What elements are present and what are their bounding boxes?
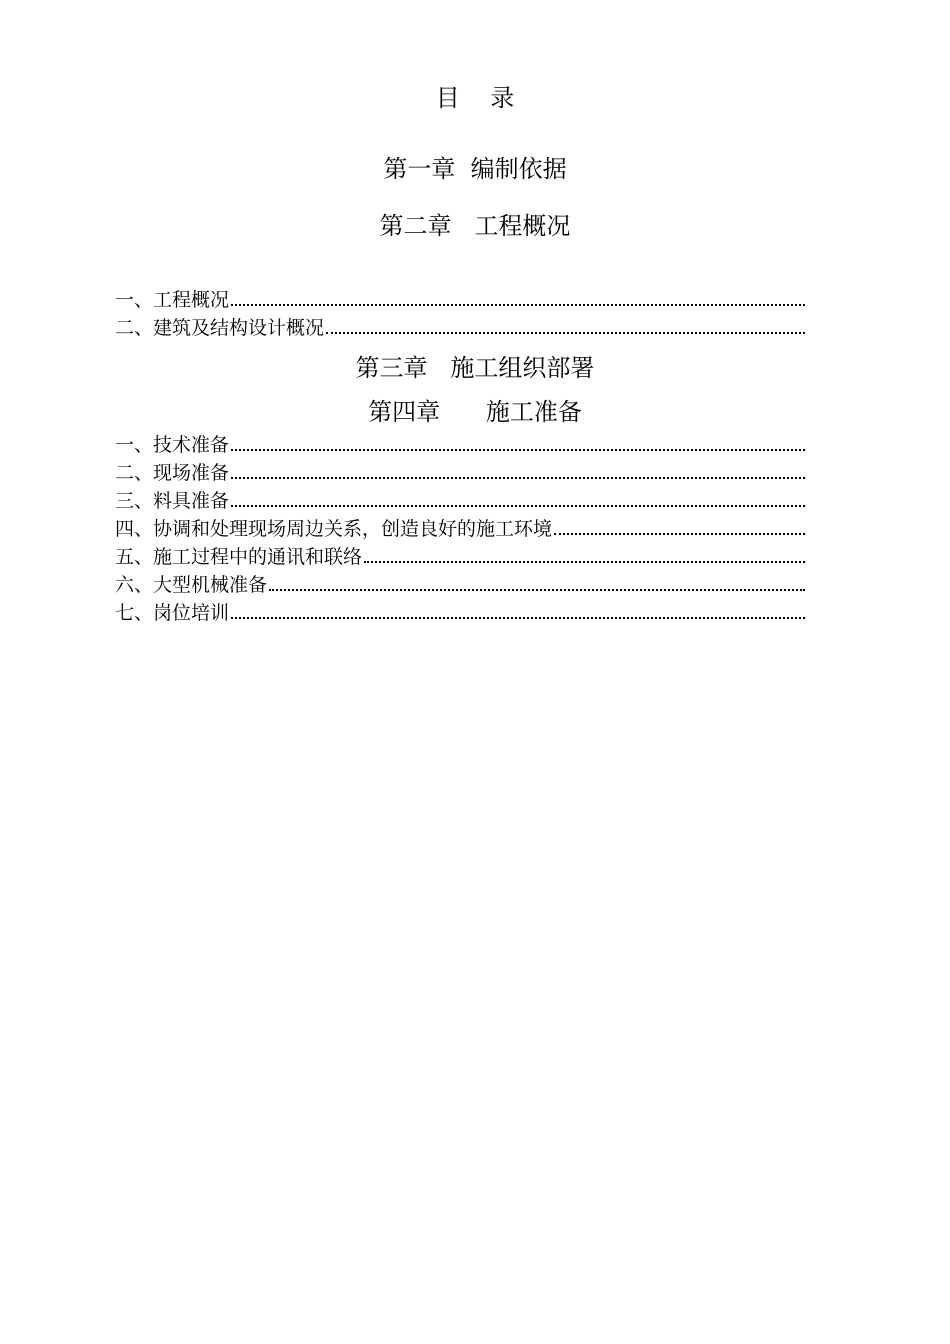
toc-entry-label: 七、岗位培训 <box>115 602 230 624</box>
toc-entry-label: 二、现场准备 <box>115 462 230 484</box>
dot-leader <box>231 304 805 306</box>
dot-leader <box>364 561 805 563</box>
dot-leader <box>326 332 805 334</box>
chapter-heading: 第一章 编制依据 <box>383 155 567 183</box>
dot-leader <box>231 505 805 507</box>
toc-entry-label: 六、大型机械准备 <box>115 574 268 596</box>
toc-entry-label: 五、施工过程中的通讯和联络 <box>115 546 363 568</box>
chapter-heading: 第三章 施工组织部署 <box>355 354 595 382</box>
toc-entry[interactable] <box>115 597 805 625</box>
toc-entry[interactable] <box>115 429 805 457</box>
toc-title: 目 录 <box>435 84 515 112</box>
toc-entry[interactable] <box>115 569 805 597</box>
toc-entry[interactable] <box>115 513 805 541</box>
chapter-heading: 第二章 工程概况 <box>379 212 571 240</box>
toc-entry-label: 三、料具准备 <box>115 490 230 512</box>
dot-leader <box>554 533 805 535</box>
toc-entry-label: 一、工程概况 <box>115 289 230 311</box>
dot-leader <box>231 449 805 451</box>
toc-entry[interactable] <box>115 457 805 485</box>
toc-entry-label: 一、技术准备 <box>115 434 230 456</box>
dot-leader <box>269 589 805 591</box>
toc-entry-label: 二、建筑及结构设计概况 <box>115 317 325 339</box>
chapter-heading: 第四章 施工准备 <box>368 398 582 426</box>
toc-entry-label: 四、协调和处理现场周边关系，创造良好的施工环境 <box>115 518 553 540</box>
toc-entry[interactable] <box>115 541 805 569</box>
dot-leader <box>231 617 805 619</box>
dot-leader <box>231 477 805 479</box>
toc-entry[interactable] <box>115 485 805 513</box>
toc-entry[interactable] <box>115 284 805 312</box>
toc-entry[interactable] <box>115 312 805 340</box>
